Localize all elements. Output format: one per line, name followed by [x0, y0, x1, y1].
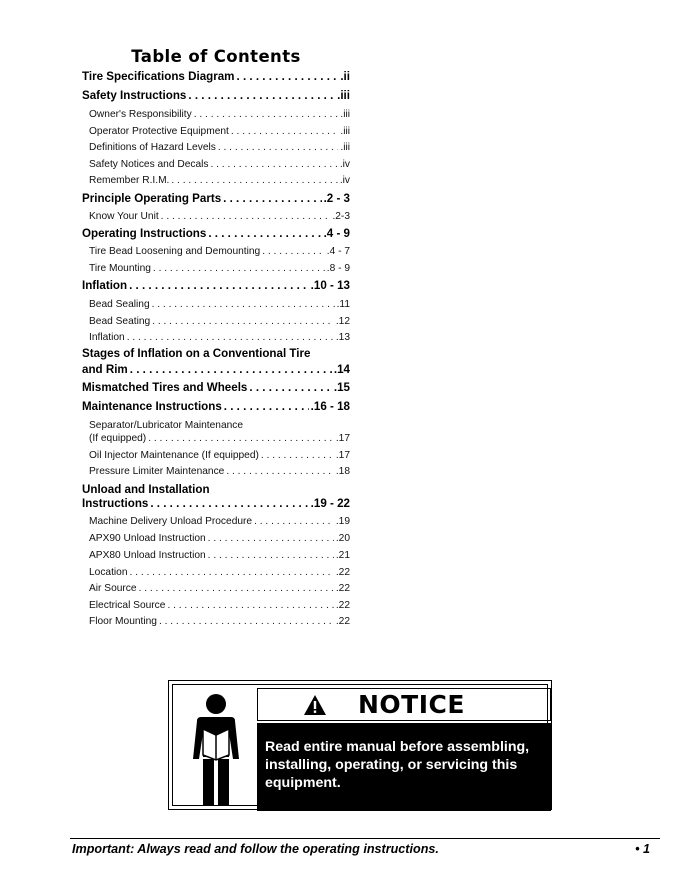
- toc-entry: [82, 497, 350, 511]
- toc-entry: [82, 141, 350, 155]
- toc-entry-title: Maintenance Instructions: [82, 400, 222, 413]
- toc-entry-page: .10 - 13: [310, 279, 350, 292]
- toc-entry: [82, 108, 350, 122]
- toc-leader-dots: [223, 192, 321, 206]
- toc-leader-dots: [167, 599, 333, 613]
- toc-entry-page: .iv: [339, 159, 350, 170]
- toc-leader-dots: [171, 174, 337, 188]
- toc-entry: [82, 566, 350, 580]
- toc-entry-page: .19: [335, 516, 350, 527]
- toc-entry-page: .iii: [337, 89, 350, 102]
- toc-entry: [82, 599, 350, 613]
- toc-entry: [82, 210, 350, 224]
- toc-entry-title: Owner's Responsibility: [89, 109, 192, 120]
- toc-entry-page: .14: [333, 363, 350, 376]
- toc-entry: [82, 245, 350, 259]
- toc-leader-dots: [130, 566, 334, 580]
- toc-entry-page: .22: [335, 600, 350, 611]
- toc-entry-title: and Rim: [82, 363, 128, 376]
- toc-entry-title: Tire Bead Loosening and Demounting: [89, 246, 261, 257]
- toc-entry: [82, 483, 350, 497]
- toc-entry: [82, 70, 350, 84]
- toc-entry: [82, 465, 350, 479]
- toc-leader-dots: [231, 125, 339, 139]
- toc-leader-dots: [237, 70, 339, 84]
- toc-entry-title: Bead Seating: [89, 316, 151, 327]
- toc-entry-page: .22: [335, 567, 350, 578]
- toc-entry: [82, 449, 350, 463]
- toc-leader-dots: [127, 331, 334, 345]
- toc-entry-title: Unload and Installation: [82, 483, 210, 496]
- toc-leader-dots: [148, 432, 334, 446]
- toc-entry-title: Oil Injector Maintenance (If equipped): [89, 450, 259, 461]
- toc-entry-page: .13: [335, 332, 350, 343]
- toc-entry-page: .11: [336, 299, 350, 310]
- toc-leader-dots: [208, 532, 334, 546]
- toc-entry: [82, 262, 350, 276]
- toc-leader-dots: [254, 515, 334, 529]
- toc-leader-dots: [226, 465, 334, 479]
- toc-entry-page: .2 - 3: [323, 192, 350, 205]
- toc-entry-title: Instructions: [82, 497, 149, 510]
- toc-entry-page: .iii: [340, 142, 350, 153]
- toc-leader-dots: [218, 141, 339, 155]
- toc-entry: [82, 192, 350, 206]
- toc-entry-page: .22: [335, 616, 350, 627]
- toc-entry: [82, 158, 350, 172]
- toc-entry: [82, 347, 350, 361]
- toc-entry-title: Location: [89, 567, 128, 578]
- toc-entry-page: .iii: [340, 109, 350, 120]
- footer-divider: [70, 838, 660, 839]
- toc-entry-title: Operating Instructions: [82, 227, 207, 240]
- toc-entry-page: .2-3: [332, 211, 350, 222]
- toc-leader-dots: [152, 315, 334, 329]
- toc-leader-dots: [130, 363, 332, 377]
- toc-entry-title: Principle Operating Parts: [82, 192, 222, 205]
- toc-entry-page: .12: [335, 316, 350, 327]
- notice-header: [257, 688, 551, 721]
- toc-entry-title: APX90 Unload Instruction: [89, 533, 206, 544]
- toc-leader-dots: [150, 497, 308, 511]
- toc-entry: [82, 432, 350, 446]
- toc-entry-page: .19 - 22: [310, 497, 350, 510]
- toc-leader-dots: [224, 400, 309, 414]
- toc-leader-dots: [161, 210, 331, 224]
- toc-entry: [82, 363, 350, 377]
- toc-entry-page: .17: [335, 450, 350, 461]
- toc-entry-page: .15: [333, 381, 350, 394]
- toc-entry-title: Inflation: [89, 332, 125, 343]
- toc-entry: [82, 419, 350, 433]
- toc-entry-title: Tire Mounting: [89, 263, 151, 274]
- toc-entry-title: Inflation: [82, 279, 128, 292]
- toc-entry-title: Pressure Limiter Maintenance: [89, 466, 225, 477]
- toc-entry-page: .ii: [340, 70, 350, 83]
- toc-leader-dots: [208, 549, 334, 563]
- toc-leader-dots: [210, 158, 337, 172]
- toc-entry-page: .18: [335, 466, 350, 477]
- footer-note: Important: Always read and follow the operating instructions.: [72, 842, 439, 856]
- notice-box: [168, 680, 552, 810]
- toc-entry-page: .iii: [340, 126, 350, 137]
- toc-entry-title: Remember R.I.M.: [89, 175, 170, 186]
- toc-leader-dots: [153, 262, 325, 276]
- toc-leader-dots: [188, 89, 335, 103]
- toc-entry-title: Mismatched Tires and Wheels: [82, 381, 248, 394]
- toc-entry: [82, 298, 350, 312]
- toc-entry: [82, 279, 350, 293]
- toc-leader-dots: [249, 381, 332, 395]
- toc-entry-title: Bead Sealing: [89, 299, 150, 310]
- notice-heading: NOTICE: [358, 690, 465, 719]
- toc-entry: [82, 174, 350, 188]
- toc-title: Table of Contents: [131, 47, 301, 66]
- toc-entry-title: Definitions of Hazard Levels: [89, 142, 216, 153]
- toc-leader-dots: [194, 108, 339, 122]
- toc-leader-dots: [129, 279, 309, 293]
- toc-entry: [82, 515, 350, 529]
- toc-entry-page: .4 - 9: [323, 227, 350, 240]
- notice-frame: [172, 684, 548, 806]
- warning-triangle-icon: [303, 694, 327, 716]
- toc-entry-title: (If equipped): [89, 433, 147, 444]
- toc-entry-title: Safety Notices and Decals: [89, 159, 209, 170]
- toc-entry: [82, 125, 350, 139]
- toc-leader-dots: [208, 227, 321, 241]
- toc-entry-title: Safety Instructions: [82, 89, 187, 102]
- toc-entry-page: .16 - 18: [310, 400, 350, 413]
- toc-entry: [82, 532, 350, 546]
- toc-entry: [82, 315, 350, 329]
- notice-message: Read entire manual before assembling, installing, operating, or servicing this equipment.: [257, 723, 551, 811]
- toc-entry-title: Know Your Unit: [89, 211, 159, 222]
- toc-entry-title: APX80 Unload Instruction: [89, 550, 206, 561]
- toc-entry-title: Separator/Lubricator Maintenance: [89, 420, 244, 431]
- toc-entry: [82, 582, 350, 596]
- page-number: • 1: [635, 842, 650, 856]
- toc-entry-title: Machine Delivery Unload Procedure: [89, 516, 253, 527]
- toc-entry-page: .4 - 7: [326, 246, 350, 257]
- toc-entry: [82, 89, 350, 103]
- toc-entry-title: Operator Protective Equipment: [89, 126, 229, 137]
- toc-entry-page: .iv: [339, 175, 350, 186]
- toc-leader-dots: [152, 298, 335, 312]
- toc-leader-dots: [262, 245, 325, 259]
- toc-entry-page: .8 - 9: [326, 263, 350, 274]
- toc-entry-title: Air Source: [89, 583, 137, 594]
- toc-entry-page: .17: [335, 433, 350, 444]
- toc-entry-page: .20: [335, 533, 350, 544]
- toc-entry: [82, 400, 350, 414]
- toc-entry-page: .22: [335, 583, 350, 594]
- toc-entry-title: Tire Specifications Diagram: [82, 70, 235, 83]
- toc-entry: [82, 549, 350, 563]
- person-reading-manual-icon: [183, 693, 249, 807]
- toc-entry-title: Stages of Inflation on a Conventional Tire: [82, 347, 311, 360]
- toc-leader-dots: [159, 615, 334, 629]
- toc-entry-title: Electrical Source: [89, 600, 166, 611]
- toc-entry-title: Floor Mounting: [89, 616, 157, 627]
- toc-leader-dots: [139, 582, 334, 596]
- toc-entry: [82, 381, 350, 395]
- toc-entry: [82, 615, 350, 629]
- toc-entry: [82, 331, 350, 345]
- toc-entry: [82, 227, 350, 241]
- toc-entry-page: .21: [335, 550, 350, 561]
- toc-leader-dots: [261, 449, 334, 463]
